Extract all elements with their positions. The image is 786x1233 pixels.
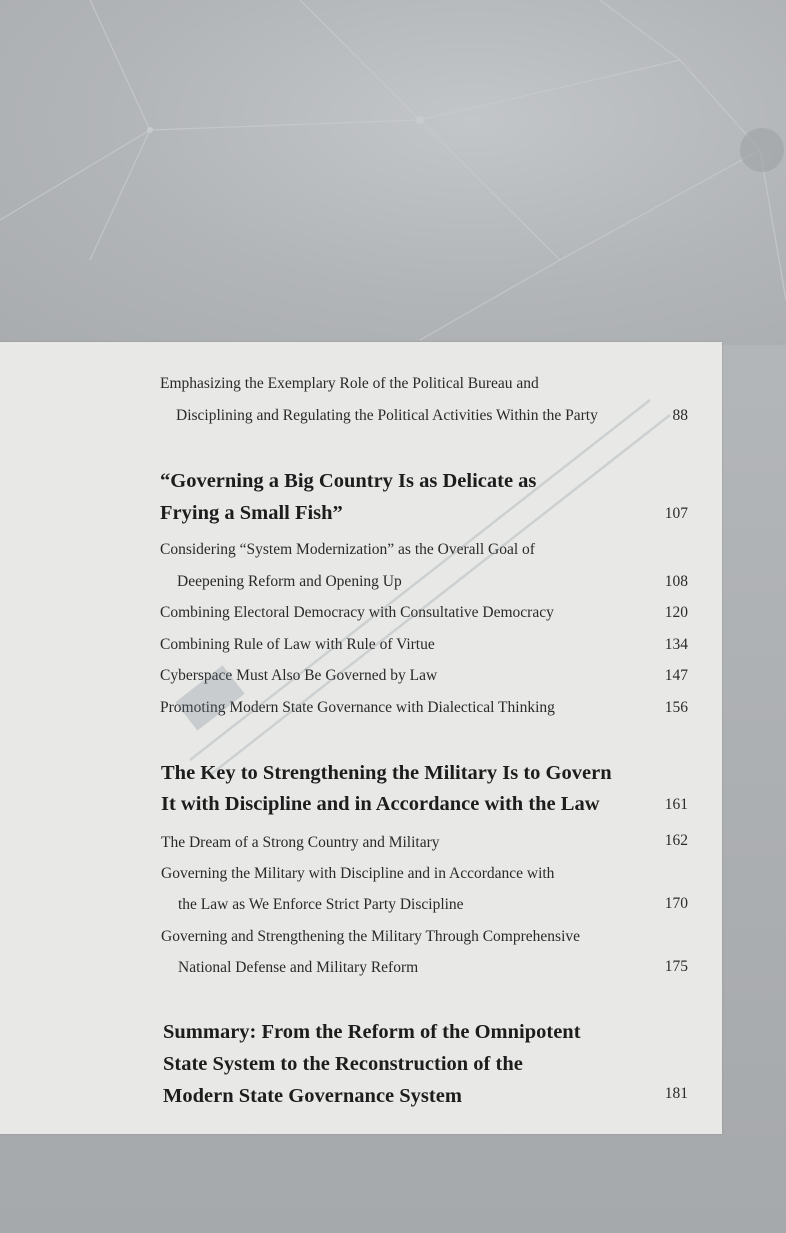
toc-entry-line: Combining Rule of Law with Rule of Virtue (160, 636, 435, 653)
toc-page-number: 161 (664, 796, 688, 813)
toc-chapter-heading: “Governing a Big Country Is as Delicate as (160, 470, 537, 492)
toc-entry-line: Disciplining and Regulating the Political Activities Within the Party (176, 407, 598, 424)
toc-chapter-heading: It with Discipline and in Accordance with the Law (161, 793, 600, 815)
toc-entry-line: Considering “System Modernization” as the Overall Goal of (160, 541, 535, 558)
toc-entry-line: Combining Electoral Democracy with Consultative Democracy (160, 604, 554, 621)
toc-entry-line: Governing the Military with Discipline and in Accordance with (161, 865, 555, 882)
toc-entry-line: Promoting Modern State Governance with Dialectical Thinking (160, 699, 555, 716)
network-pattern-graphic (0, 0, 786, 345)
toc-entry-line: Governing and Strengthening the Military Through Comprehensive (161, 928, 580, 945)
toc-entry-line: Cyberspace Must Also Be Governed by Law (160, 667, 438, 684)
toc-page-number: 170 (664, 895, 688, 912)
toc-chapter-heading: The Key to Strengthening the Military Is to Govern (161, 762, 612, 784)
toc-page-number: 181 (664, 1085, 688, 1102)
toc-entry-line: Deepening Reform and Opening Up (177, 573, 402, 590)
toc-page-number: 134 (664, 636, 688, 653)
toc-page-number: 147 (664, 667, 688, 684)
toc-chapter-heading: Modern State Governance System (163, 1085, 462, 1107)
toc-chapter-heading: State System to the Reconstruction of the (163, 1053, 523, 1075)
toc-chapter-heading: Frying a Small Fish” (160, 502, 343, 524)
toc-entry-line: Emphasizing the Exemplary Role of the Political Bureau and (160, 375, 539, 392)
toc-page-number: 162 (664, 832, 688, 849)
toc-page-number: 108 (664, 573, 688, 590)
toc-page-number: 107 (664, 505, 688, 522)
toc-page-number: 175 (664, 958, 688, 975)
cover-background (0, 0, 786, 345)
table-of-contents-page (0, 342, 722, 1134)
toc-page-number: 88 (672, 407, 688, 424)
toc-page-number: 156 (664, 699, 688, 716)
toc-chapter-heading: Summary: From the Reform of the Omnipotent (163, 1021, 581, 1043)
toc-entry-line: National Defense and Military Reform (178, 959, 419, 976)
toc-page-number: 120 (664, 604, 688, 621)
toc-entry-line: the Law as We Enforce Strict Party Discipline (178, 896, 464, 913)
toc-entry-line: The Dream of a Strong Country and Military (161, 834, 440, 851)
